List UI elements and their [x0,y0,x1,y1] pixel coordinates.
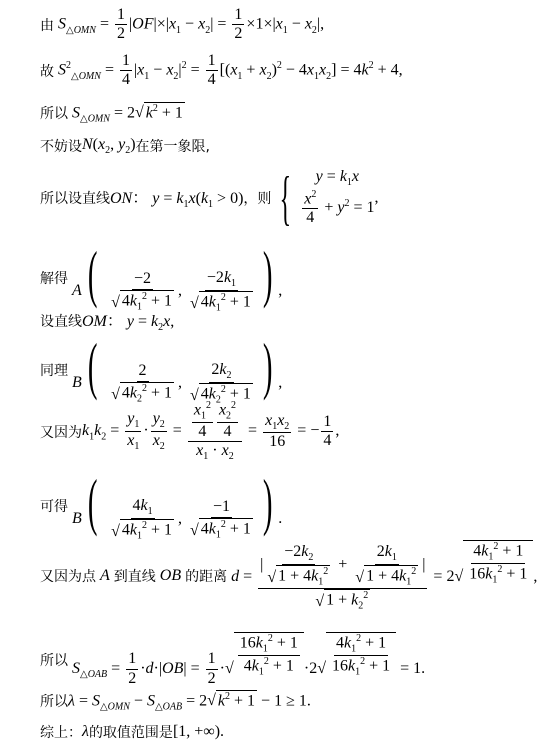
line-1 [40,6,324,44]
line-4 [40,136,210,156]
line-5-prefix: 所以设直线 [40,191,110,207]
line-14-lambda: λ [82,723,89,740]
line-11-prefix: 又因为点 [40,568,96,585]
line-5-mid: ，则 [243,191,272,207]
line-6-formula: A( −2 √ $4k_1^2 + 1$ , $-2k_1$ √ $4k_1^2 + 1$ ) , [72,238,283,314]
line-3-formula: $S_{\triangle OMN} = 2√$ $k^2 + 1$ [72,103,183,125]
line-6-prefix: 解得 [40,270,68,287]
line-14-prefix: 综上： [40,725,82,741]
line-10-formula: B( $4k_1$ √ $4k_1^2 + 1$ , −1 √ $4k_1^2 + 1$ ) . [72,466,283,542]
line-8 [40,330,283,406]
line-14-formula: [1, +∞). [172,723,225,740]
line-7-prefix: 设直线 [40,313,82,330]
line-11-mid1: 到直线 [113,568,156,585]
line-9-formula: $k_1k_2$ = $\frac{y_1}{x_1}$ · $\frac{y_2}{x_2}$ = $\frac{x_1^2}{4}$ $\frac{x_2^2}{4}$ $x_1 \cdot x_2$ = $\frac{x_1x_2}{16}$ = − $\frac{1}{4}$ , [82,400,340,463]
line-9 [40,400,339,463]
line-11-mid2: 的距离 [185,568,228,585]
line-7 [40,308,174,333]
line-8-prefix: 同理 [40,362,68,379]
line-4-formula: $N(x_2$, $y_2$) [82,136,136,157]
line-4-prefix: 不妨设 [40,139,82,156]
line-9-prefix: 又因为 [40,424,82,441]
line-12-prefix: 所以 [40,653,68,670]
line-14-mid: 的取值范围是 [88,725,173,741]
line-3-prefix: 所以 [40,106,68,123]
line-11 [40,540,537,612]
line-14 [40,722,224,742]
line-11-point: A [96,566,114,584]
line-12-formula: $S_{\triangle OAB}$ = $\frac{1}{2}$ ·d·|OB| = $\frac{1}{2}$ ·√ $\frac{16k_1^2 + 1}{4k_1^2 + 1}$ ·2√ $\frac{4k_1^2 + 1}{16k_1^2 + 1}$ = 1. [72,633,426,687]
line-4-suffix: 在第一象限, [135,139,210,156]
line-10 [40,466,283,542]
line-13-formula: $\lambda = S_{\triangle OMN} - S_{\triangle OAB} = 2√$ $k^2 + 1$ − 1 ≥ 1. [68,691,311,713]
line-13-prefix: 所以 [40,694,68,711]
line-5: 所以设直线 ON： $y = k_1x(k_1 > 0)$ ，则 { $y = k_1x$ $\frac{x^2}{4}$ + $y^2 = 1$ , [40,165,379,231]
line-5-formula: ON： $y = k_1x(k_1 > 0)$ [110,190,244,211]
line-10-prefix: 可得 [40,498,68,515]
line-2-prefix: 故 [40,63,54,80]
line-6 [40,238,283,314]
line-1-prefix: 由 [40,17,54,34]
line-1-formula: $S_{\triangle OMN}$ = $\frac{1}{2}$ $|OF|\times|x_1 - x_2|$ = $\frac{1}{2}$ $\times 1\times|x_1 - x_2|$, [58,6,325,43]
line-8-formula: B( 2 √ $4k_2^2 + 1$ , $2k_2$ √ $4k_2^2 + 1$ ) , [72,330,283,406]
line-12 [40,632,425,688]
line-13 [40,690,311,713]
line-11-formula: d = | $-2k_2$ √ $1 + 4k_1^2$ + $2k_1$ √ $1 + 4k_1^2$ | √ $1 + k_2^2$ = 2√ $\frac{4k_1^2 + 1}{16k_1^2 + 1}$ , [231,541,538,612]
line-7-formula: OM： $y = k_2x$, [82,313,175,334]
line-5-system: { $y = k_1x$ $\frac{x^2}{4}$ + $y^2 = 1$ [280,165,375,231]
line-2-formula: $S^2_{\triangle OMN}$ = $\frac{1}{4}$ $|x_1 - x_2|^2$ = $\frac{1}{4}$ $[(x_1 + x_2)^2 - 4x_1x_2] = 4k^2 + 4$, [58,52,403,89]
line-11-line: OB [155,566,186,584]
line-3 [40,102,185,125]
line-2 [40,52,403,90]
